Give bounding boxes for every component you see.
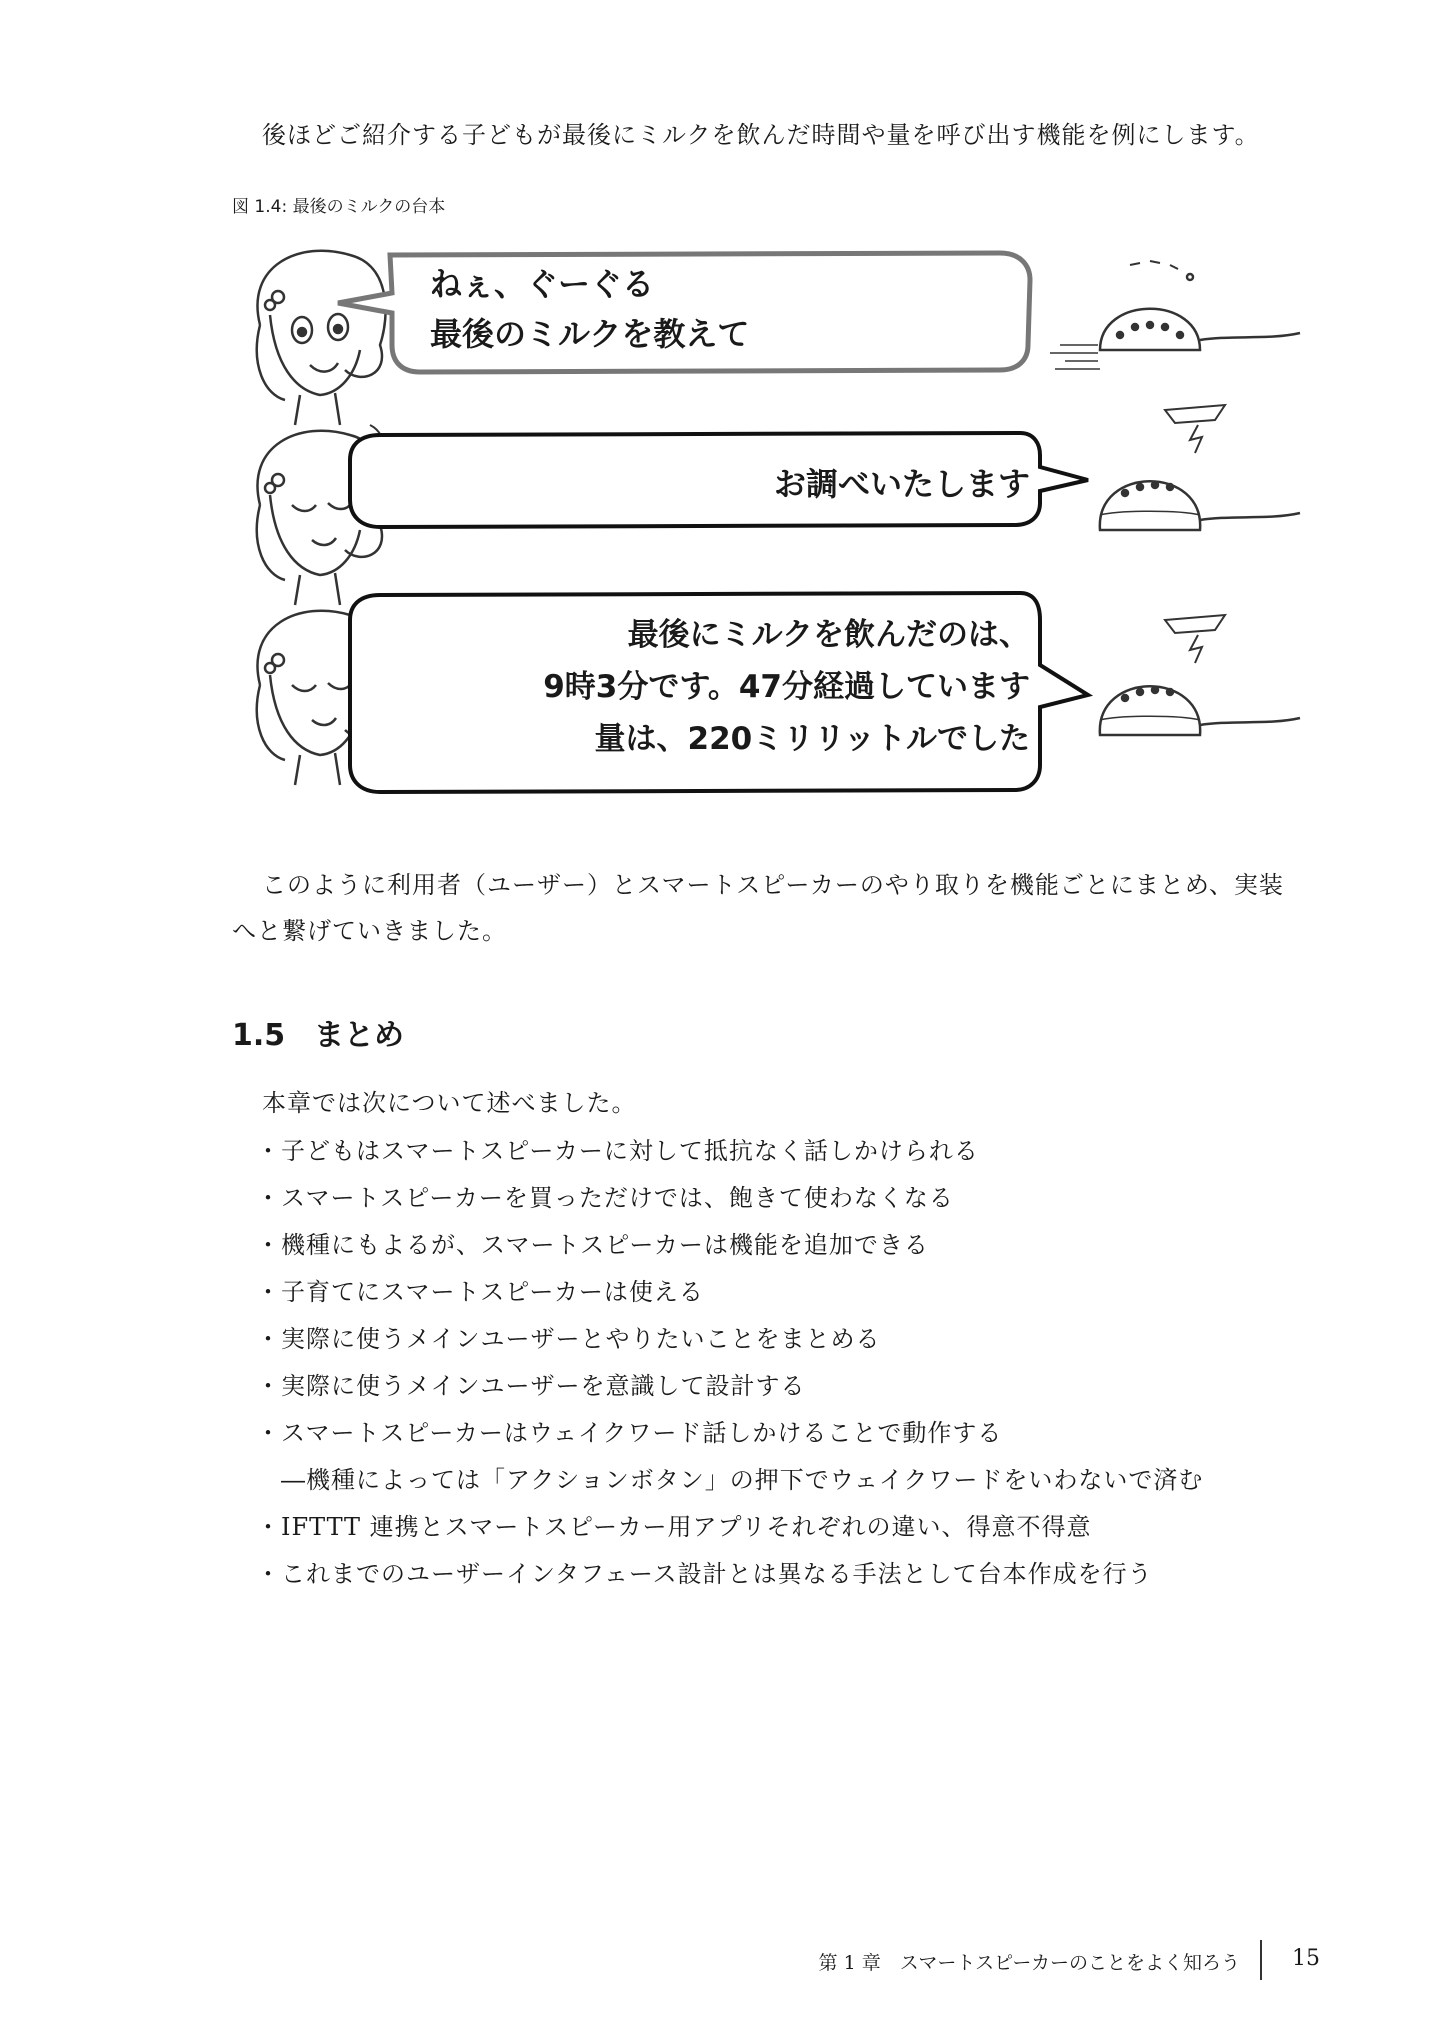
- list-item: ・IFTTT 連携とスマートスピーカー用アプリそれぞれの違い、得意不得意: [256, 1513, 1092, 1541]
- list-item: ・子どもはスマートスピーカーに対して抵抗なく話しかけられる: [256, 1137, 979, 1165]
- speech-bubble-2: [350, 433, 1088, 527]
- page-footer: [800, 1940, 1320, 1980]
- mother-face-1: [257, 251, 386, 425]
- figure-milk-script: [240, 235, 1310, 815]
- page-number: 15: [1292, 1946, 1320, 1971]
- smart-speaker-3: [1100, 615, 1300, 735]
- bubble-1-line-1: ねぇ、ぐーぐる: [430, 265, 655, 303]
- summary-intro: 本章では次について述べました。: [262, 1089, 637, 1117]
- smart-speaker-1: [1050, 261, 1300, 369]
- section-heading: [232, 1010, 404, 1054]
- intro-paragraph: 後ほどご紹介する子どもが最後にミルクを飲んだ時間や量を呼び出す機能を例にします。: [262, 121, 1260, 149]
- footer-chapter-title: 第 1 章 スマートスピーカーのことをよく知ろう: [818, 1952, 1240, 1974]
- bubble-1-line-2: 最後のミルクを教えて: [430, 315, 750, 353]
- list-item: ―機種によっては「アクションボタン」の押下でウェイクワードをいわないで済む: [256, 1466, 1204, 1494]
- list-item: ・これまでのユーザーインタフェース設計とは異なる手法として台本作成を行う: [256, 1560, 1153, 1588]
- bubble-3-line-2: 9時3分です。47分経過しています: [543, 669, 1030, 705]
- bubble-3-line-3: 量は、220ミリリットルでした: [594, 721, 1030, 757]
- bubble-2-line-1: お調べいたします: [773, 465, 1030, 503]
- bubble-3-line-1: 最後にミルクを飲んだのは、: [627, 617, 1030, 653]
- body-paragraph-line-1: このように利用者（ユーザー）とスマートスピーカーのやり取りを機能ごとにまとめ、実装: [262, 871, 1284, 899]
- figure-caption: 図 1.4: 最後のミルクの台本: [232, 197, 446, 217]
- footer-divider: [1260, 1940, 1262, 1980]
- list-item: ・機種にもよるが、スマートスピーカーは機能を追加できる: [256, 1231, 929, 1259]
- speech-bubble-1: [338, 253, 1030, 372]
- list-item: ・実際に使うメインユーザーとやりたいことをまとめる: [256, 1325, 881, 1353]
- speech-bubble-3: [350, 593, 1088, 792]
- list-item: ・スマートスピーカーはウェイクワード話しかけることで動作する: [256, 1419, 1003, 1447]
- list-item: ・子育てにスマートスピーカーは使える: [256, 1278, 704, 1306]
- summary-list: [256, 1128, 1203, 1598]
- body-paragraph-line-2: へと繋げていきました。: [232, 917, 507, 945]
- list-item: ・スマートスピーカーを買っただけでは、飽きて使わなくなる: [256, 1184, 954, 1212]
- section-number: 1.5: [232, 1018, 286, 1053]
- list-item: ・実際に使うメインユーザーを意識して設計する: [256, 1372, 806, 1400]
- smart-speaker-2: [1100, 405, 1300, 530]
- section-title: まとめ: [314, 1018, 404, 1053]
